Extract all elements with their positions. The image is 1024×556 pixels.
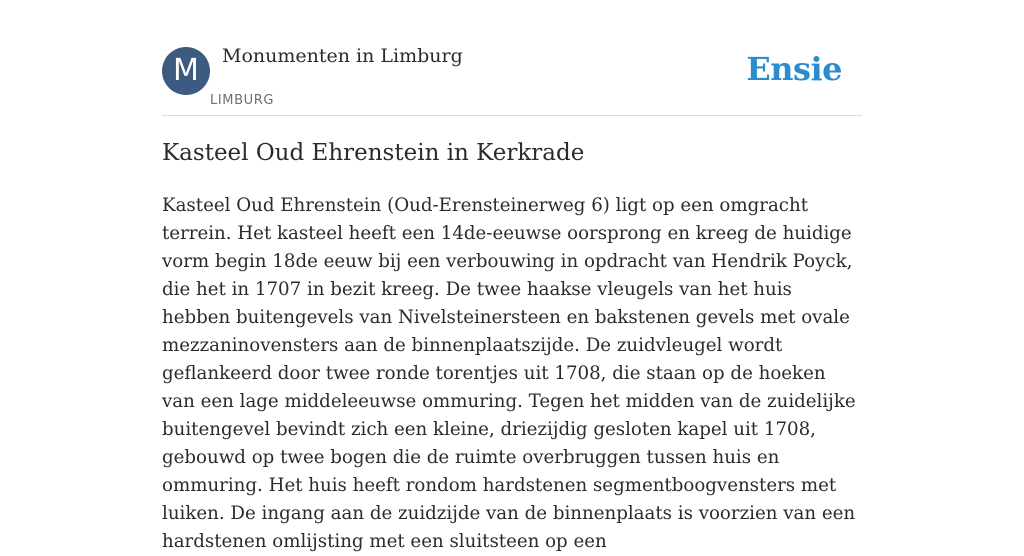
category-label[interactable]: LIMBURG	[210, 93, 275, 108]
collection-title-link[interactable]: Monumenten in Limburg	[222, 45, 463, 67]
article-body: Kasteel Oud Ehrenstein (Oud-Erensteinerweg 6) ligt op een omgracht terrein. Het kasteel heeft een 14de-eeuwse oorsprong en kreeg de huidige vorm begin 18de eeuw bij een verbouwing in opdracht van Hendrik Poyck, die het in 1707 in bezit kreeg. De twee haakse vleugels van het huis hebben buitengevels van Nivelsteinersteen en bakstenen gevels met ovale mezzaninovensters aan de binnenplaatszijde. De zuidvleugel wordt geflankeerd door twee ronde torentjes uit 1708, die staan op de hoeken van een lage middeleeuwse ommuring. Tegen het midden van de zuidelijke buitengevel bevindt zich een kleine, driezijdig gesloten kapel uit 1708, gebouwd op twee bogen die de ruimte overbruggen tussen huis en ommuring. Het huis heeft rondom hardstenen segmentboogvensters met luiken. De ingang aan de zuidzijde van de binnenplaats is voorzien van een hardstenen omlijsting met een sluitsteen op een	[162, 195, 856, 552]
ensie-logo[interactable]: Ensie	[746, 50, 842, 88]
avatar[interactable]: M	[162, 47, 210, 95]
content-column	[162, 0, 862, 552]
collection-header	[162, 0, 862, 116]
article-title: Kasteel Oud Ehrenstein in Kerkrade	[162, 140, 585, 166]
